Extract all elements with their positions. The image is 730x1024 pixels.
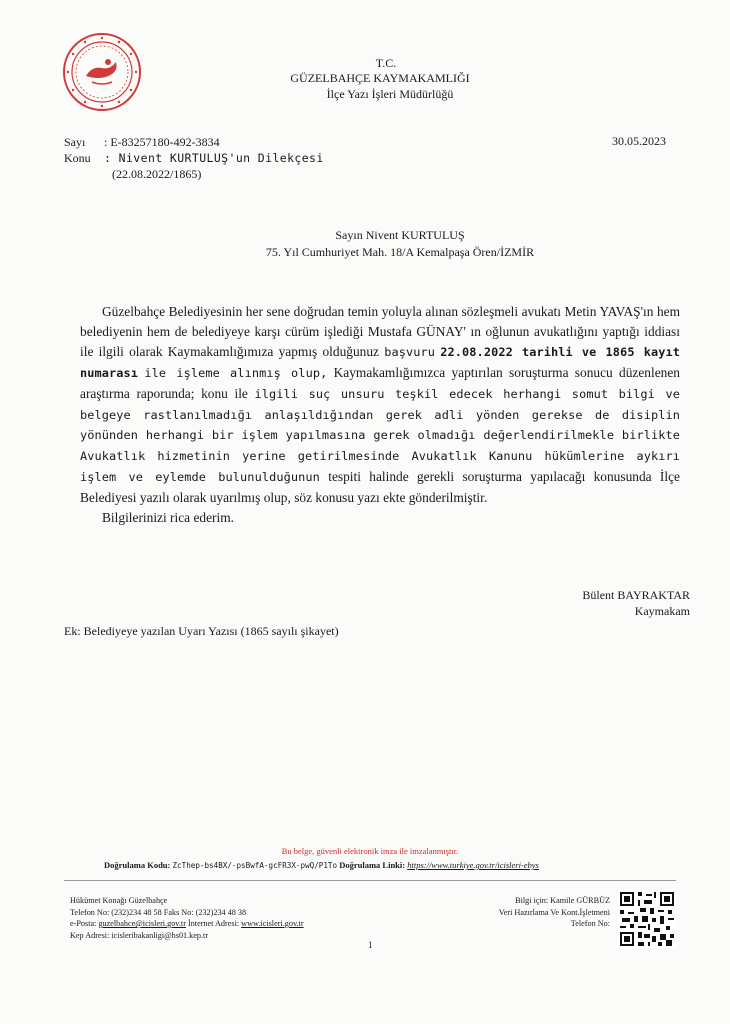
body-paragraph-1a: Güzelbahçe Belediyesinin her sene doğrudan temin yoluyla alınan sözleşmeli avukatı Metin YAVAŞ'ın hem belediyenin hem de belediyeye karşı cürüm işlediği Mustafa GÜNAY' ın oğlunun avukatlığını yaptığı iddiası ile ilgili olarak Kaymakamlığımıza yapmış olduğunuz: [80, 304, 680, 359]
official-seal-icon: [62, 32, 142, 112]
footer-info: [440, 895, 610, 930]
sayi-label: Sayı: [64, 135, 86, 149]
body-reference-bold: 22.08.2022 tarihli ve 1865 kayıt numarası: [80, 344, 680, 380]
konu-label: Konu: [64, 151, 91, 165]
body-paragraph-1f: tespiti halinde gerekli soruşturma yapılacağı konusunda İlçe Belediyesi yazılı olarak uyarılmış olup, söz konusu yazı ekte gönderilmiştir.: [80, 469, 680, 506]
signatory-title: Kaymakam: [634, 604, 690, 618]
letterhead-department: İlçe Yazı İşleri Müdürlüğü: [326, 87, 454, 101]
footer-info-phone: Telefon No:: [570, 919, 610, 928]
e-signature-notice: Bu belge, güvenli elektronik imza ile imzalanmıştır.: [281, 846, 459, 856]
letterhead-office: GÜZELBAHÇE KAYMAKAMLIĞI: [290, 71, 470, 85]
attachment-note: Ek: Belediyeye yazılan Uyarı Yazısı (1865 sayılı şikayet): [64, 624, 339, 638]
footer-address: Hükümet Konağı Güzelbahçe: [70, 896, 168, 905]
document-meta: [64, 134, 324, 182]
body-paragraph-1e: ilgili suç unsuru teşkil edecek herhangi somut bilgi ve belgeye rastlanılmadığı anlaşıldığından gerek adli yönden gerekse de disiplin yönünden herhangi bir işlem yapılmasına gerek olmadığı değerlendirilmekle birlikte Avukatlık hizmetinin yerine getirilmesinde Avukatlık Kanunu hükümlerine aykırı işlem ve eylemde bulunulduğunun: [80, 386, 680, 485]
body-paragraph-1c: ile işleme alınmış olup,: [144, 365, 328, 380]
footer-email-label: e-Posta:: [70, 919, 97, 928]
document-date: 30.05.2023: [612, 134, 666, 148]
body-paragraph-2: Bilgilerinizi rica ederim.: [102, 510, 234, 526]
verification-link-label: Doğrulama Linki:: [339, 860, 406, 870]
footer-info-contact: Bilgi için: Kamile GÜRBÜZ: [515, 896, 610, 905]
body-paragraph-1b: başvuru: [384, 344, 436, 359]
verification-link[interactable]: https://www.turkiye.gov.tr/icisleri-ebys: [407, 860, 539, 870]
footer-phone: Telefon No: (232)234 48 58 Faks No: (232)234 48 38: [70, 907, 247, 917]
sayi-value: : E-83257180-492-3834: [104, 135, 220, 149]
verification-code: ZcThep-bs4BX/-psBwfA-gcFR3X-pwQ/P1To: [172, 861, 338, 870]
addressee-address: 75. Yıl Cumhuriyet Mah. 18/A Kemalpaşa Ören/İZMİR: [265, 245, 535, 259]
footer-email[interactable]: guzelbahce@icisleri.gov.tr: [98, 919, 186, 928]
letter-body: [80, 302, 680, 528]
addressee-name: Sayın Nivent KURTULUŞ: [335, 228, 465, 242]
konu-subtitle: (22.08.2022/1865): [112, 167, 202, 181]
footer-kep: Kep Adresi: icisleribakanligi@hs01.kep.tr: [70, 930, 209, 940]
footer-contact: [70, 895, 304, 941]
footer-divider: [64, 880, 676, 881]
konu-value: : Nivent KURTULUŞ'un Dilekçesi: [104, 151, 324, 165]
footer-info-role: Veri Hazırlama Ve Kont.İşletmeni: [498, 907, 610, 917]
addressee: [200, 227, 600, 261]
body-paragraph-1d: Kaymakamlığımızca yaptırılan soruşturma sonucu düzenlenen araştırma raporunda; konu ile: [80, 364, 680, 401]
footer-web[interactable]: www.icisleri.gov.tr: [241, 919, 304, 928]
signature-block: [540, 587, 690, 619]
footer-web-label: İnternet Adresi:: [187, 919, 240, 928]
letterhead-tc: T.C.: [375, 56, 397, 70]
qr-code-icon[interactable]: [618, 890, 676, 948]
verification-code-label: Doğrulama Kodu:: [104, 860, 171, 870]
signatory-name: Bülent BAYRAKTAR: [582, 588, 690, 602]
page-number: 1: [368, 940, 373, 950]
